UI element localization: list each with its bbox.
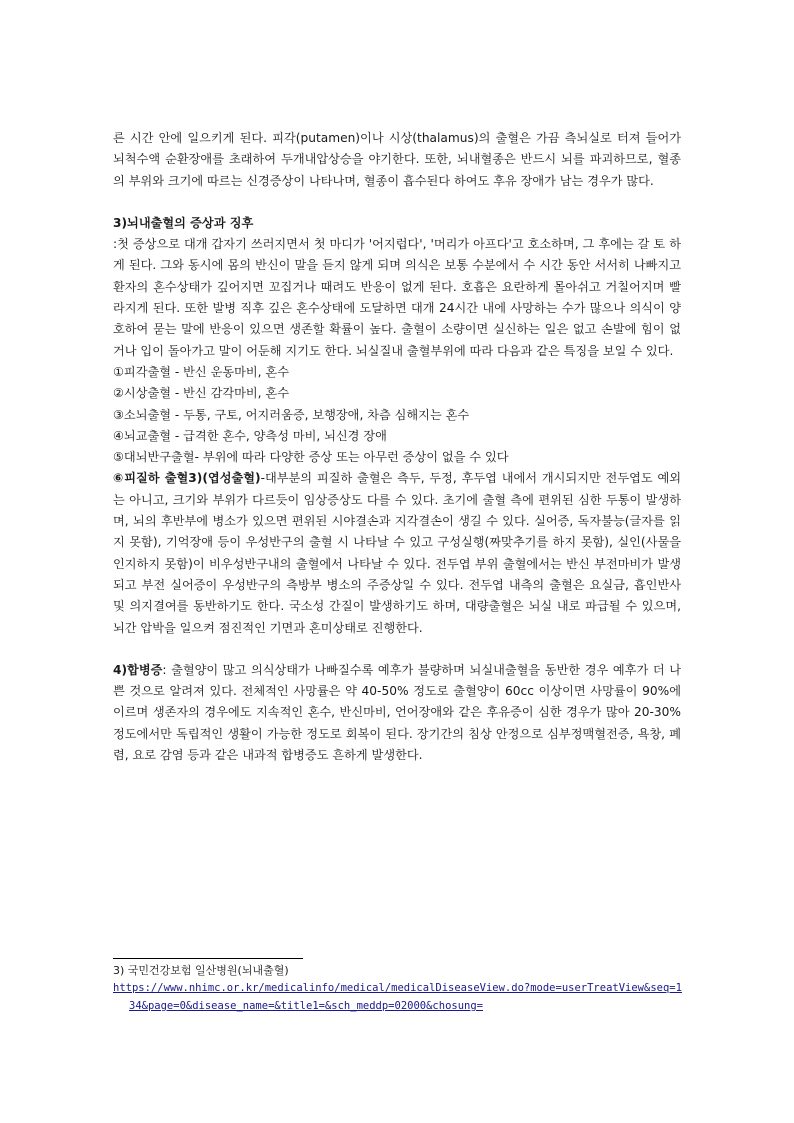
section-4-body: : 출혈양이 많고 의식상태가 나빠질수록 예후가 불량하며 뇌실내출혈을 동반한 경우 예후가 더 나쁜 것으로 알려져 있다. 전체적인 사망률은 약 40-50% 정도로 출혈양이 60cc 이상이면 사망률이 90%에 이르며 생존자의 경우에도 지속적인 혼수, 반신마비, 언어장애와 같은 후유증이 심한 경우가 많아 20-30% 정도에서만 독립적인 생활이 가능한 정도로 회복이 된다. 장기간의 침상 안정으로 심부정맥혈전증, 욕창, 폐렴, 요로 감염 등과 같은 내과적 합병증도 흔하게 발생한다.: [113, 662, 681, 763]
symptom-item-1: ①피각출혈 - 반신 운동마비, 혼수: [113, 364, 289, 379]
symptom-item-6: [113, 468, 681, 638]
symptom-item-4: ④뇌교출혈 - 급격한 혼수, 양측성 마비, 뇌신경 장애: [113, 428, 387, 443]
symptom-item-3: ③소뇌출혈 - 두통, 구토, 어지러움증, 보행장애, 차츰 심해지는 혼수: [113, 407, 470, 422]
section-4-heading: 4)합병증: [113, 662, 163, 677]
intro-paragraph: 른 시간 안에 일으키게 된다. 피각(putamen)이나 시상(thalamus)의 출혈은 가끔 측뇌실로 터져 들어가 뇌척수액 순환장애를 초래하여 두개내압상승을 야기한다. 또한, 뇌내혈종은 반드시 뇌를 파괴하므로, 혈종의 부위와 크기에 따르는 신경증상이 나타나며, 혈종이 흡수된다 하여도 후유 장애가 남는 경우가 많다.: [113, 131, 681, 188]
section-4-paragraph: [113, 660, 681, 766]
symptom-item-2: ②시상출혈 - 반신 감각마비, 혼수: [113, 386, 289, 401]
spacer: [113, 192, 681, 213]
footnote-separator: [113, 958, 303, 959]
symptom-item-6-title: ⑥피질하 출혈3)(엽성출혈): [113, 471, 261, 486]
document-body: [113, 128, 681, 766]
footnote: [113, 962, 685, 1015]
footnote-url-wrap: [113, 979, 685, 1015]
footnote-link[interactable]: https://www.nhimc.or.kr/medicalinfo/medical/medicalDiseaseView.do?mode=userTreatView&seq=134&page=0&disease_name=&title1=&sch_meddp=02000&chosung=: [113, 982, 682, 1012]
spacer: [113, 639, 681, 660]
section-3-body: :첫 증상으로 대개 갑자기 쓰러지면서 첫 마디가 '어지럽다', '머리가 아프다'고 호소하며, 그 후에는 갈 토 하게 된다. 그와 동시에 몸의 반신이 말을 듣지 않게 되며 의식은 보통 수분에서 수 시간 동안 서서히 나빠지고 환자의 혼수상태가 깊어지면 꼬집거나 때려도 반응이 없게 된다. 호흡은 요란하게 몰아쉬고 거칠어지며 빨라지게 된다. 또한 발병 직후 깊은 혼수상태에 도달하면 대개 24시간 내에 사망하는 수가 많으나 의식이 양호하여 묻는 말에 반응이 있으면 생존할 확률이 높다. 출혈이 소량이면 실신하는 일은 없고 손발에 힘이 없거나 입이 돌아가고 말이 어둔해 지기도 한다. 뇌실질내 출혈부위에 따라 다음과 같은 특징을 보일 수 있다.: [113, 237, 681, 358]
footnote-label: 3) 국민건강보험 일산병원(뇌내출혈): [113, 964, 289, 977]
symptom-item-6-text: -대부분의 피질하 출혈은 측두, 두정, 후두엽 내에서 개시되지만 전두엽도 예외는 아니고, 크기와 부위가 다르듯이 임상증상도 다를 수 있다. 초기에 출혈 측에 편위된 심한 두통이 발생하며, 뇌의 후반부에 병소가 있으면 편위된 시야결손과 지각결손이 생길 수 있다. 실어증, 독자불능(글자를 읽지 못함), 기억장애 등이 우성반구의 출혈 시 나타날 수 있고 구성실행(짜맞추기를 하지 못함), 실인(사물을 인지하지 못함)이 비우성반구내의 출혈에서 나타날 수 있다. 전두엽 부위 출혈에서는 반신 부전마비가 발생되고 부전 실어증이 우성반구의 측방부 병소의 주증상일 수 있다. 전두엽 내측의 출혈은 요실금, 흡인반사 및 의지결여를 동반하기도 한다. 국소성 간질이 발생하기도 하며, 대량출혈은 뇌실 내로 파급될 수 있으며, 뇌간 압박을 일으켜 점진적인 기면과 혼미상태로 진행한다.: [113, 471, 681, 635]
symptom-item-5: ⑤대뇌반구출혈- 부위에 따라 다양한 증상 또는 아무런 증상이 없을 수 있다: [113, 450, 509, 465]
section-3-heading: 3)뇌내출혈의 증상과 징후: [113, 215, 254, 230]
